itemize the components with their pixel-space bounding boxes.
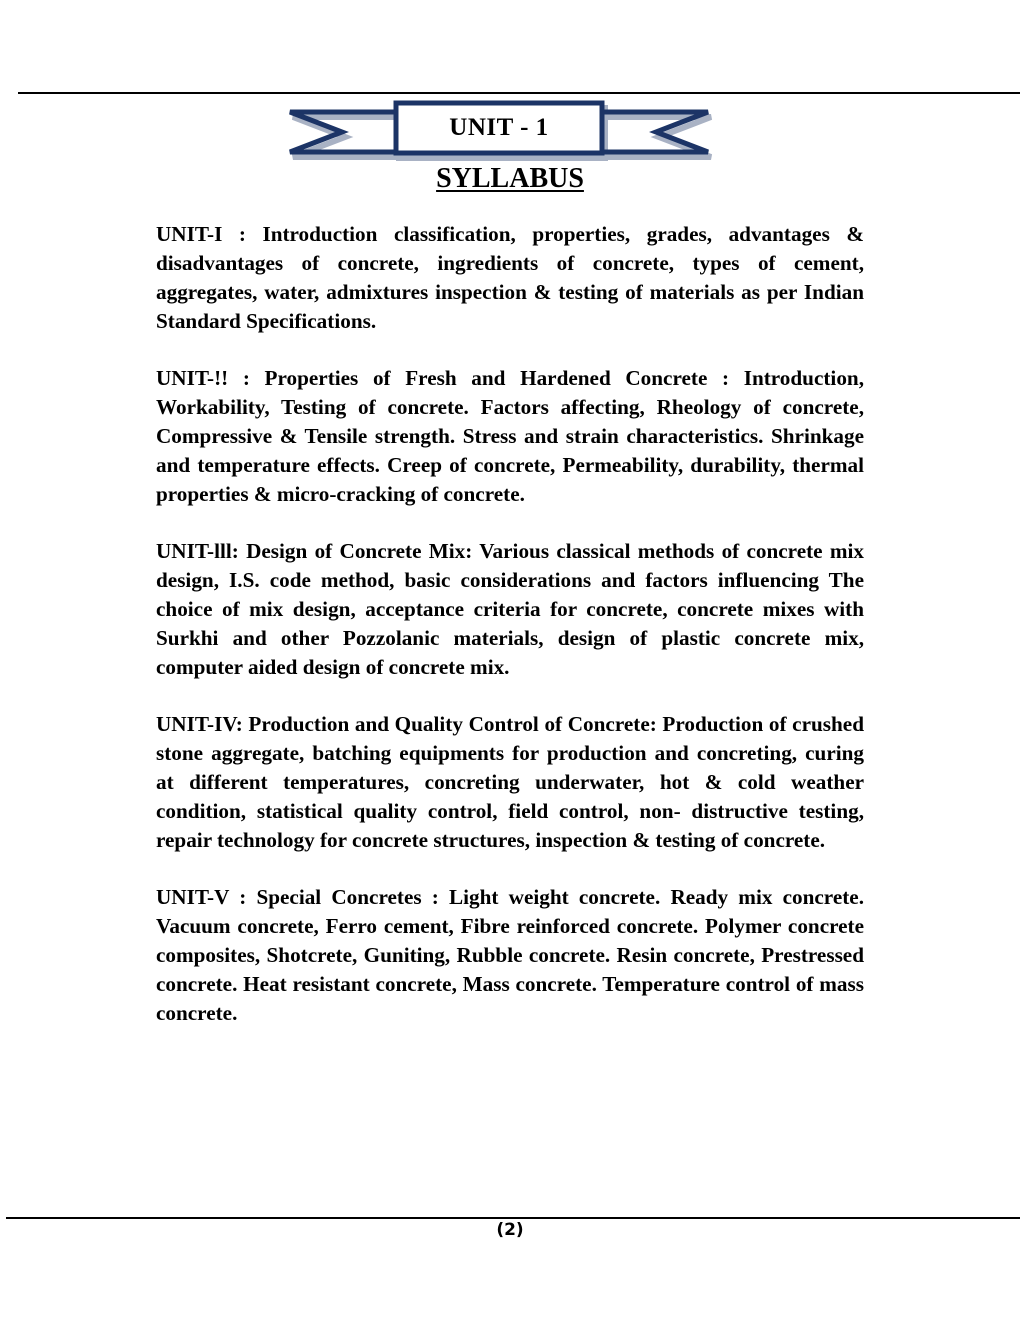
banner-title: UNIT - 1	[449, 114, 549, 141]
unit-2-paragraph: UNIT-!! : Properties of Fresh and Hardened Concrete : Introduction, Workability, Testing of concrete. Factors affecting, Rheology of concrete, Compressive & Tensile strength. Stress and strain characteristics. Shrinkage and temperature effects. Creep of concrete, Permeability, durability, thermal properties & micro-cracking of concrete.	[156, 366, 864, 506]
unit-3-paragraph: UNIT-lll: Design of Concrete Mix: Various classical methods of concrete mix design, I.S. code method, basic considerations and factors influencing The choice of mix design, acceptance criteria for concrete, concrete mixes with Surkhi and other Pozzolanic materials, design of plastic concrete mix, computer aided design of concrete mix.	[156, 539, 864, 679]
bottom-rule	[6, 1217, 1020, 1219]
page-number: (2)	[496, 1220, 524, 1240]
unit-5-paragraph: UNIT-V : Special Concretes : Light weight concrete. Ready mix concrete. Vacuum concrete, Ferro cement, Fibre reinforced concrete. Polymer concrete composites, Shotcrete, Guniting, Rubble concrete. Resin concrete, Prestressed concrete. Heat resistant concrete, Mass concrete. Temperature control of mass concrete.	[156, 885, 864, 1025]
unit-4-paragraph: UNIT-IV: Production and Quality Control of Concrete: Production of crushed stone aggregate, batching equipments for production and concreting, curing at different temperatures, concreting underwater, hot & cold weather condition, statistical quality control, field control, non- distructive testing, repair technology for concrete structures, inspection & testing of concrete.	[156, 712, 864, 852]
top-rule	[18, 92, 1020, 94]
page-title: SYLLABUS	[436, 163, 584, 194]
syllabus-content	[156, 220, 864, 1056]
unit-1-paragraph: UNIT-I : Introduction classification, properties, grades, advantages & disadvantages of concrete, ingredients of concrete, types of cement, aggregates, water, admixtures inspection & testing of materials as per Indian Standard Specifications.	[156, 222, 864, 333]
unit-banner	[284, 99, 714, 163]
